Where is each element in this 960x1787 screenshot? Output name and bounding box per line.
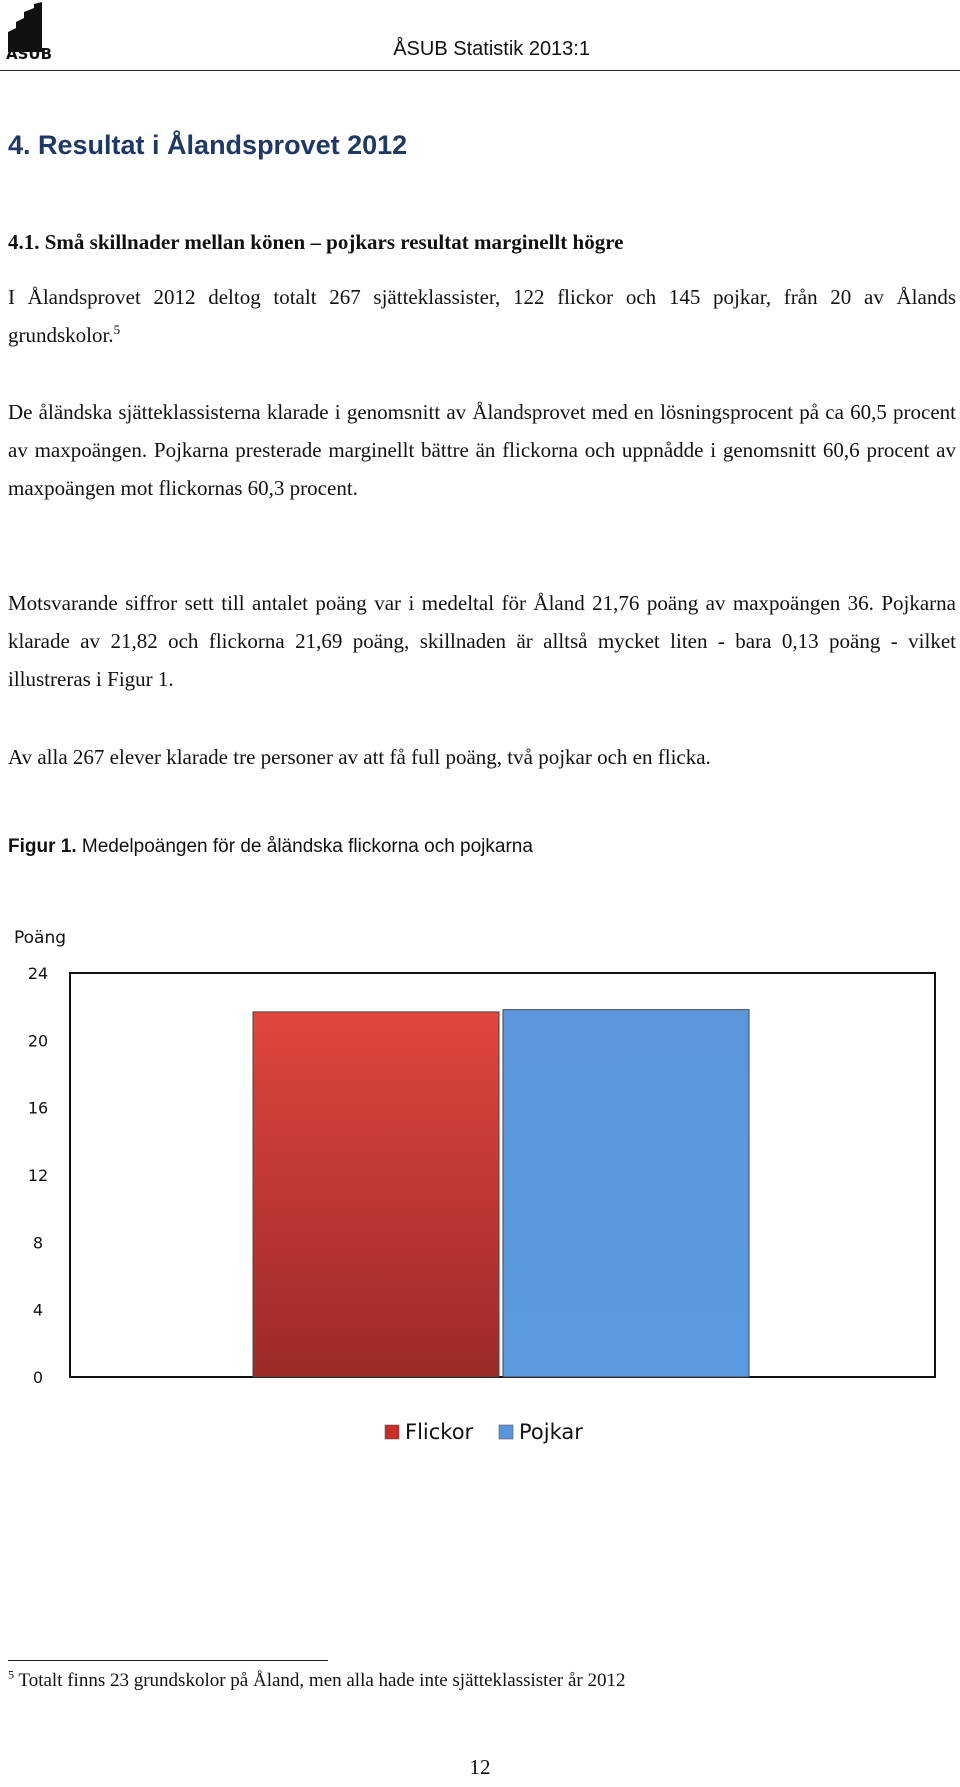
y-axis-label: Poäng <box>14 928 67 948</box>
bar-flickor <box>253 1012 499 1377</box>
page-number: 12 <box>469 1755 491 1779</box>
figure-caption <box>8 836 533 858</box>
footnote-divider <box>8 1660 328 1661</box>
bars <box>253 1010 749 1377</box>
y-tick-label: 0 <box>32 1368 44 1387</box>
paragraph-participants-text: I Ålandsprovet 2012 deltog totalt 267 sjätteklassister, 122 flickor och 145 pojkar, från 20 av Ålands grundskolor. <box>8 285 956 347</box>
figure-caption-text: Medelpoängen för de åländska flickorna och pojkarna <box>81 836 533 857</box>
figure-label: Figur 1. <box>8 836 77 857</box>
footnote-number: 5 <box>8 1667 14 1682</box>
y-tick-label: 24 <box>27 964 49 983</box>
chart-legend <box>385 1420 583 1444</box>
paragraph-full-score: Av alla 267 elever klarade tre personer av att få full poäng, två pojkar och en flicka. <box>8 745 711 769</box>
header-divider <box>0 70 960 71</box>
footnote <box>8 1667 626 1692</box>
y-tick-label: 16 <box>27 1098 49 1118</box>
paragraph-percent: De åländska sjätteklassisterna klarade i genomsnitt av Ålandsprovet med en lösningsprocent på ca 60,5 procent av maxpoängen. Pojkarna presterade marginellt bättre än flickorna och uppnådde i genomsnitt 60,6 procent av maxpoängen mot flickornas 60,3 procent. <box>8 400 956 500</box>
footnote-text: Totalt finns 23 grundskolor på Åland, men alla hade inte sjätteklassister år 2012 <box>18 1670 626 1691</box>
bar-pojkar <box>503 1010 749 1377</box>
paragraph-participants <box>8 278 956 354</box>
subsection-title: 4.1. Små skillnader mellan könen – pojkars resultat marginellt högre <box>8 230 624 254</box>
legend-label-flickor: Flickor <box>405 1420 474 1444</box>
legend-label-pojkar: Pojkar <box>519 1420 583 1444</box>
y-tick-label: 4 <box>32 1300 44 1320</box>
header-title: ÅSUB Statistik 2013:1 <box>393 38 590 60</box>
legend-swatch-flickor <box>385 1425 399 1439</box>
y-tick-label: 8 <box>32 1233 44 1253</box>
y-axis-ticks <box>28 964 48 1387</box>
bar-chart <box>0 915 960 1555</box>
y-tick-label: 12 <box>27 1166 49 1185</box>
legend-swatch-pojkar <box>499 1425 513 1439</box>
asub-logo <box>4 2 64 60</box>
y-tick-label: 20 <box>27 1031 49 1051</box>
page-header <box>0 0 960 72</box>
section-title: 4. Resultat i Ålandsprovet 2012 <box>8 130 408 160</box>
asub-logo-text: ÅSUB <box>6 45 53 60</box>
paragraph-points: Motsvarande siffror sett till antalet poäng var i medeltal för Åland 21,76 poäng av maxpoängen 36. Pojkarna klarade av 21,82 och flickorna 21,69 poäng, skillnaden är alltså mycket liten - bara 0,13 poäng - vilket illustreras i Figur 1. <box>8 591 956 691</box>
footnote-reference[interactable]: 5 <box>113 322 121 337</box>
